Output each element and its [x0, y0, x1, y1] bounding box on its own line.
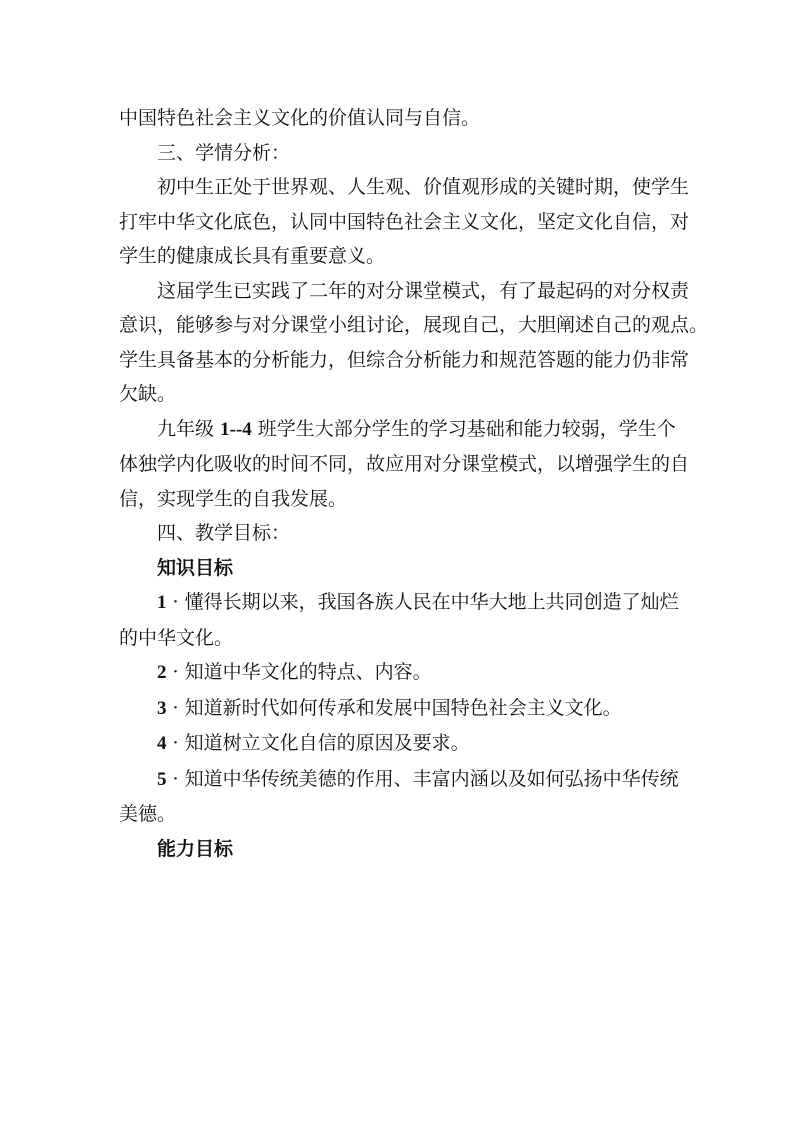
list-item	[119, 762, 679, 798]
list-item	[119, 691, 675, 727]
paragraph-line: 信，实现学生的自我发展。	[119, 487, 348, 510]
paragraph-line: 学生的健康成长具有重要意义。	[119, 245, 386, 267]
list-text: · 知道中华传统美德的作用、丰富内涵以及如何弘扬中华传统	[172, 767, 679, 790]
list-item	[119, 585, 679, 621]
list-text: · 知道树立文化自信的原因及要求。	[172, 732, 470, 754]
list-number: 5	[157, 768, 167, 790]
document-body	[119, 101, 709, 866]
subheading-ability-goals: 能力目标	[157, 837, 234, 860]
subheading-knowledge-goals: 知识目标	[157, 556, 234, 579]
list-number: 4	[157, 733, 167, 754]
class-range: 1--4	[220, 418, 252, 440]
list-text: · 知道中华文化的特点、内容。	[172, 661, 432, 683]
paragraph-line: 欠缺。	[119, 383, 177, 405]
section-heading-student-analysis: 三、学情分析：	[157, 141, 291, 164]
paragraph-line: 学生具备基本的分析能力，但综合分析能力和规范答题的能力仍非常	[119, 348, 690, 371]
list-number: 3	[157, 697, 167, 719]
paragraph-text: 班学生大部分学生的学习基础和能力较弱，学生个	[257, 417, 676, 440]
paragraph-line: 体独学内化吸收的时间不同，故应用对分课堂模式，以增强学生的自	[119, 453, 690, 475]
list-item	[119, 726, 675, 762]
list-number: 1	[157, 592, 167, 613]
paragraph-line: 中国特色社会主义文化的价值认同与自信。	[119, 107, 481, 129]
list-item	[119, 655, 675, 691]
list-number: 2	[157, 662, 167, 683]
list-text: · 知道新时代如何传承和发展中国特色社会主义文化。	[172, 696, 622, 719]
list-item-continuation: 美德。	[119, 803, 177, 825]
list-item-continuation: 的中华文化。	[119, 626, 234, 649]
paragraph-line: 初中生正处于世界观、人生观、价值观形成的关键时期，使学生	[157, 176, 690, 198]
list-text: · 懂得长期以来，我国各族人民在中华大地上共同创造了灿烂	[172, 591, 679, 613]
paragraph-line	[119, 412, 675, 448]
paragraph-line: 打牢中华文化底色，认同中国特色社会主义文化，坚定文化自信，对	[119, 210, 690, 233]
section-heading-teaching-goals: 四、教学目标：	[157, 522, 291, 544]
grade-label: 九年级	[157, 417, 215, 440]
paragraph-line: 这届学生已实践了二年的对分课堂模式，有了最起码的对分权责	[157, 279, 690, 302]
paragraph-line: 意识，能够参与对分课堂小组讨论，展现自己，大胆阐述自己的观点。	[119, 314, 709, 336]
